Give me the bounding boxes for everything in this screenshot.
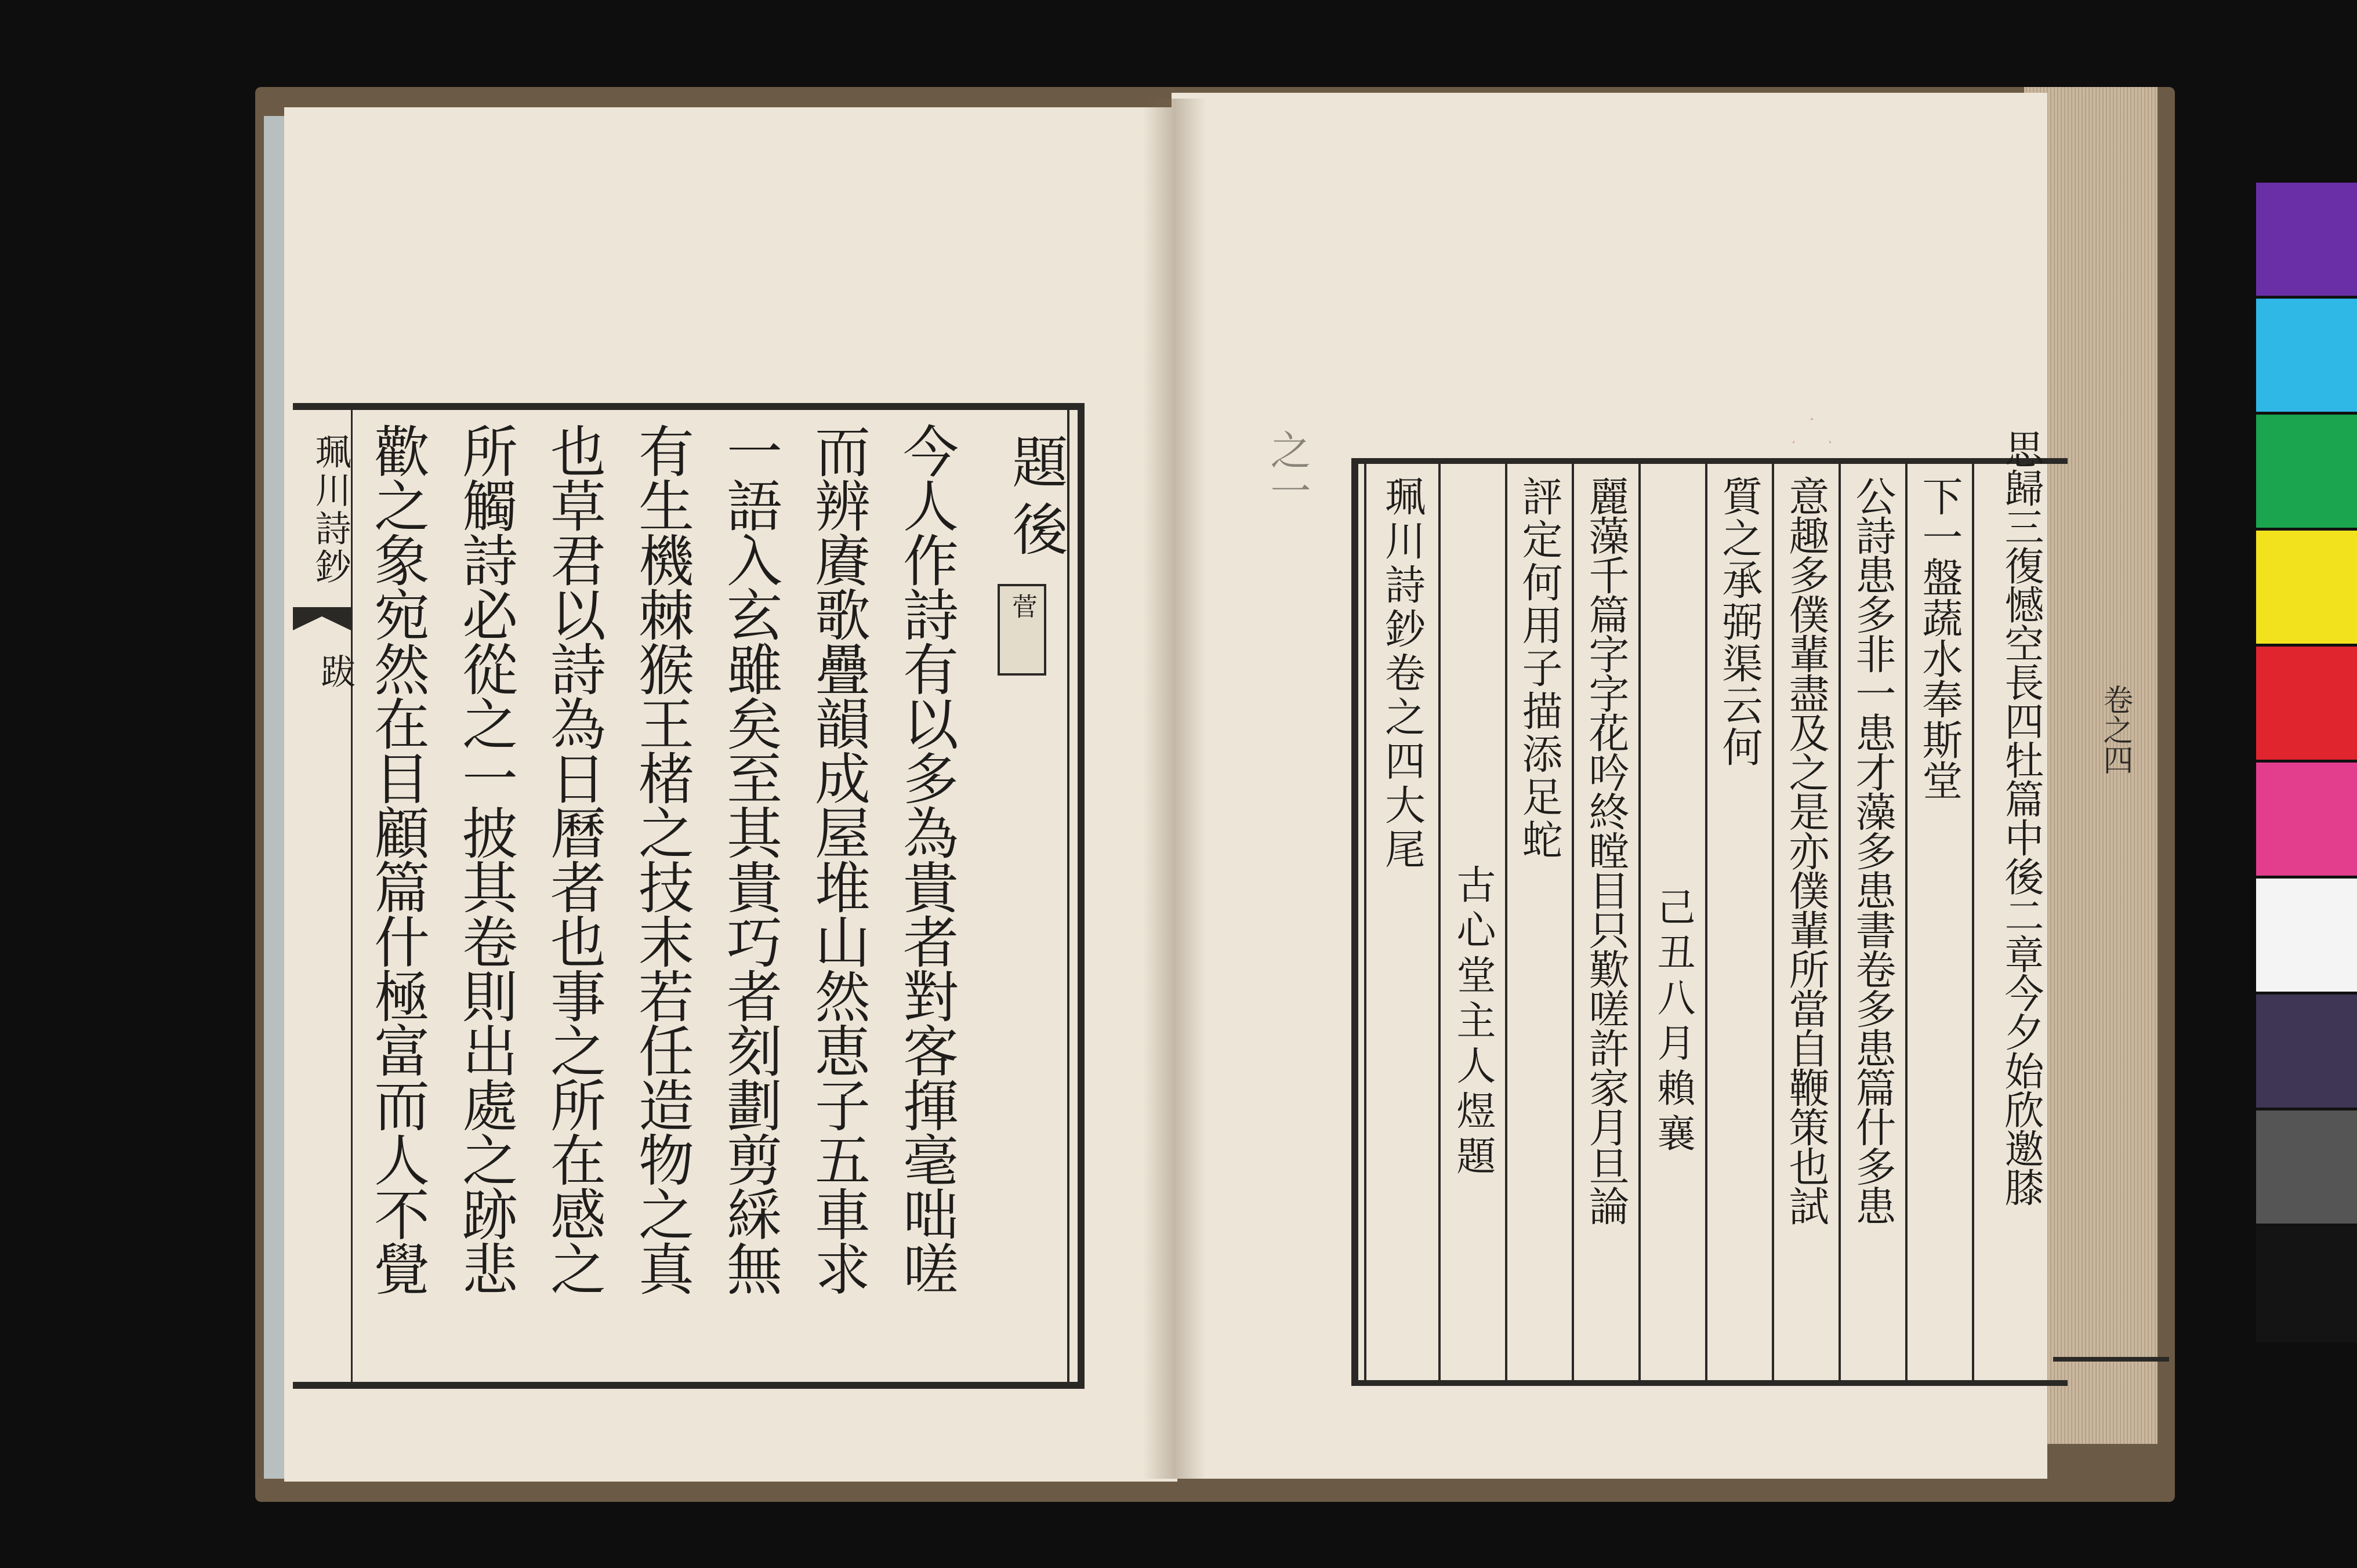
margin-title: 珮川詩鈔 — [309, 433, 351, 586]
swatch — [2256, 879, 2357, 992]
swatch — [2256, 647, 2357, 760]
margin-mark: 之一 — [1264, 429, 1311, 510]
fish-tail-mark — [293, 607, 351, 630]
body-column: 所觸詩必從之一披其卷則出處之跡悲 — [453, 423, 518, 1295]
signature-text: 己丑八月賴襄 — [1651, 887, 1695, 1159]
swatch — [2256, 183, 2357, 296]
signature-column — [1641, 458, 1705, 1386]
swatch — [2256, 299, 2357, 412]
body-column: 歡之象宛然在目顧篇什極富而人不覺 — [365, 423, 430, 1295]
frame-bottom-border — [293, 1382, 1085, 1389]
edge-tab-line — [2053, 1357, 2169, 1362]
right-text-frame — [1351, 429, 2068, 1386]
frame-right-border — [1078, 403, 1085, 1389]
swatch — [2256, 415, 2357, 528]
body-column: 一語入玄雖矣至其貴巧者刻劃剪綵無 — [717, 423, 783, 1295]
body-column: 思歸三復憾空長四牡篇中後二章今夕始欣邀膝 — [1998, 429, 2044, 1206]
body-column: 評定何用子描添足蛇 — [1515, 476, 1563, 862]
color-chart — [2256, 183, 2357, 1342]
spine-gutter — [1143, 99, 1206, 1479]
body-column: 公詩患多非一患才藻多患書卷多患篇什多患 — [1849, 476, 1897, 1225]
body-column: 而辨賡歌疊韻成屋堆山然恵子五車求 — [806, 423, 871, 1295]
swatch — [2256, 531, 2357, 644]
colophon-text: 珮川詩鈔卷之四大尾 — [1378, 476, 1426, 872]
body-column: 下一盤蔬水奉斯堂 — [1916, 476, 1963, 800]
margin-section: 跋 — [315, 654, 356, 688]
margin-column — [293, 410, 356, 1382]
swatch — [2256, 994, 2357, 1108]
edge-label: 卷之四 — [2098, 684, 2133, 775]
body-column: 今人作詩有以多為貴者對客揮毫咄嗟 — [894, 423, 959, 1295]
colophon-column — [1366, 458, 1438, 1386]
body-column: 麗藻千篇字字花吟終瞠目只歎嗟許家月旦論 — [1582, 476, 1630, 1225]
body-column: 意趣多僕輩盡及之是亦僕輩所當自鞭策也試 — [1782, 476, 1830, 1225]
heading-text: 題後 — [1003, 433, 1068, 568]
frame-left-border — [1351, 458, 1358, 1386]
swatch — [2256, 1110, 2357, 1224]
body-column: 也草君以詩為日曆者也事之所在感之 — [541, 423, 607, 1295]
swatch — [2256, 763, 2357, 876]
signature-text: 古心堂主人煜題 — [1450, 864, 1496, 1181]
frame-top-border — [293, 403, 1085, 410]
seal-stamp — [998, 584, 1046, 676]
left-columns — [353, 410, 1067, 1382]
heading-column — [973, 410, 1067, 1382]
swatch — [2256, 1226, 2357, 1342]
body-column: 有生機棘猴王楮之技末若任造物之真 — [629, 423, 695, 1295]
left-text-frame — [293, 403, 1085, 1389]
body-column: 質之承弼渠云何 — [1716, 476, 1763, 768]
signature-column — [1441, 458, 1505, 1386]
seal-text: 菅 — [1007, 593, 1037, 619]
